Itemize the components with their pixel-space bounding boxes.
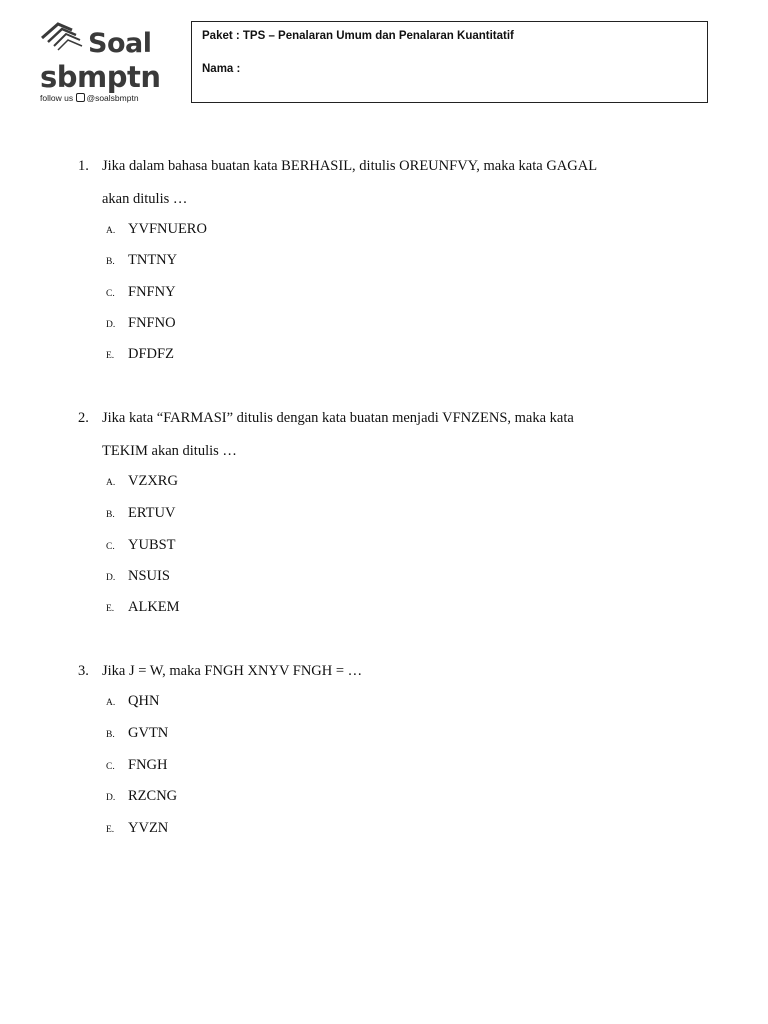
option-a[interactable] <box>106 473 178 490</box>
question-number: 3. <box>78 663 89 679</box>
option-letter: C. <box>106 762 115 772</box>
option-text: ALKEM <box>128 599 180 615</box>
option-text: FNFNO <box>128 315 176 331</box>
follow-handle: @soalsbmptn <box>86 93 139 103</box>
option-letter: D. <box>106 793 116 803</box>
option-letter: A. <box>106 226 116 236</box>
logo-word-soal: Soal <box>88 28 152 59</box>
option-letter: D. <box>106 573 116 583</box>
option-letter: B. <box>106 510 115 520</box>
soal-sbmptn-logo <box>38 16 162 106</box>
option-text: TNTNY <box>128 252 178 268</box>
option-d[interactable] <box>106 315 176 332</box>
question-text-line-2: TEKIM akan ditulis … <box>102 443 237 459</box>
option-b[interactable] <box>106 505 175 522</box>
option-letter: A. <box>106 478 116 488</box>
question-number: 2. <box>78 410 89 426</box>
option-text: GVTN <box>128 725 169 741</box>
option-letter: D. <box>106 320 116 330</box>
option-letter: C. <box>106 289 115 299</box>
option-letter: C. <box>106 542 115 552</box>
option-d[interactable] <box>106 568 170 585</box>
instagram-icon <box>76 93 85 102</box>
question-text-line-1: Jika dalam bahasa buatan kata BERHASIL, ditulis OREUNFVY, maka kata GAGAL <box>102 158 598 174</box>
option-e[interactable] <box>106 599 180 616</box>
question-text-line-1: Jika J = W, maka FNGH XNYV FNGH = … <box>102 663 363 679</box>
option-c[interactable] <box>106 537 176 554</box>
option-b[interactable] <box>106 725 168 742</box>
follow-prefix: follow us <box>40 93 74 103</box>
option-text: NSUIS <box>128 568 170 584</box>
option-e[interactable] <box>106 820 168 837</box>
nama-label: Nama : <box>202 63 241 75</box>
paper-stack-icon <box>38 20 90 60</box>
option-text: ERTUV <box>128 505 176 521</box>
option-letter: A. <box>106 698 116 708</box>
exam-header-box <box>191 21 708 103</box>
logo-word-sbmptn: sbmptn <box>40 60 161 94</box>
option-text: QHN <box>128 693 160 709</box>
question-text-line-1: Jika kata “FARMASI” ditulis dengan kata buatan menjadi VFNZENS, maka kata <box>102 410 574 426</box>
follow-us-line <box>40 93 139 103</box>
option-text: FNGH <box>128 757 168 773</box>
option-letter: E. <box>106 351 115 361</box>
option-text: FNFNY <box>128 284 176 300</box>
option-text: VZXRG <box>128 473 178 489</box>
option-text: DFDFZ <box>128 346 174 362</box>
option-letter: E. <box>106 825 115 835</box>
option-c[interactable] <box>106 757 167 774</box>
paket-label: Paket : TPS – Penalaran Umum dan Penalaran Kuantitatif <box>202 30 514 42</box>
option-letter: E. <box>106 604 115 614</box>
option-text: RZCNG <box>128 788 178 804</box>
option-text: YUBST <box>128 537 176 553</box>
question-number: 1. <box>78 158 89 174</box>
option-a[interactable] <box>106 221 207 238</box>
option-e[interactable] <box>106 346 174 363</box>
option-b[interactable] <box>106 252 177 269</box>
option-letter: B. <box>106 730 115 740</box>
question-text-line-2: akan ditulis … <box>102 191 188 207</box>
option-a[interactable] <box>106 693 159 710</box>
option-text: YVZN <box>128 820 169 836</box>
option-d[interactable] <box>106 788 177 805</box>
option-c[interactable] <box>106 284 176 301</box>
option-letter: B. <box>106 257 115 267</box>
option-text: YVFNUERO <box>128 221 207 237</box>
